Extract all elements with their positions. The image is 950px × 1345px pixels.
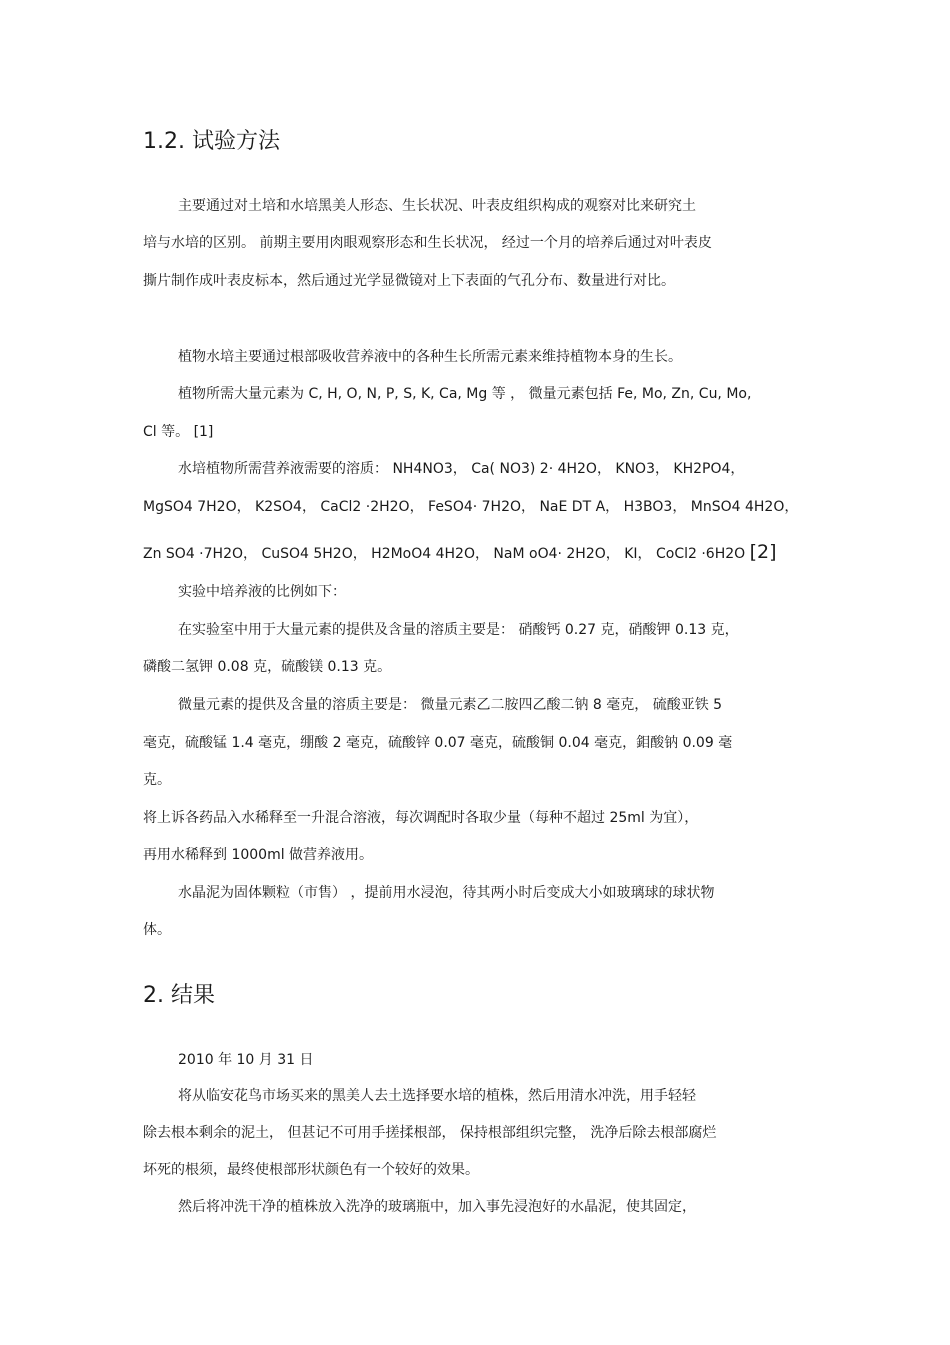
paragraph-line: 磷酸二氢钾 0.08 克，硫酸镁 0.13 克。 [143,659,392,675]
paragraph-line [143,542,777,564]
paragraph-line: 坏死的根须，最终使根部形状颜色有一个较好的效果。 [143,1162,479,1178]
paragraph-line: 体。 [143,922,171,938]
paragraph-line: MgSO4 7H2O， K2SO4， CaCl2 ·2H2O， FeSO4· 7H2O， NaE DT A， H3BO3， MnSO4 4H2O， [143,499,799,515]
paragraph-line: 然后将冲洗干净的植株放入洗净的玻璃瓶中，加入事先浸泡好的水晶泥，使其固定， [178,1199,696,1215]
paragraph-line: 主要通过对土培和水培黑美人形态、生长状况、叶表皮组织构成的观察对比来研究土 [178,198,696,214]
paragraph-line: Cl 等。 [1] [143,424,214,440]
paragraph-line: 培与水培的区别。 前期主要用肉眼观察形态和生长状况， 经过一个月的培养后通过对叶表皮 [143,235,712,251]
paragraph-line: 将从临安花鸟市场买来的黑美人去土选择要水培的植株，然后用清水冲洗，用手轻轻 [178,1088,696,1104]
paragraph-line: 植物所需大量元素为 C, H, O, N, P, S, K, Ca, Mg 等 ， 微量元素包括 Fe, Mo, Zn, Cu, Mo, [178,386,752,402]
paragraph-line: 水培植物所需营养液需要的溶质： NH4NO3， Ca( NO3) 2· 4H2O， KNO3， KH2PO4， [178,461,745,477]
paragraph-line: 在实验室中用于大量元素的提供及含量的溶质主要是： 硝酸钙 0.27 克，硝酸钾 0.13 克， [178,622,739,638]
paragraph-line: 除去根本剩余的泥土， 但甚记不可用手搓揉根部， 保持根部组织完整， 洗净后除去根部腐烂 [143,1125,717,1141]
section-heading: 2. 结果 [143,983,215,1008]
citation-ref: [2] [749,541,777,563]
section-heading: 1.2. 试验方法 [143,129,280,154]
paragraph-line: 克。 [143,772,171,788]
paragraph-line: 撕片制作成叶表皮标本，然后通过光学显微镜对上下表面的气孔分布、数量进行对比。 [143,273,675,289]
paragraph-line: 将上诉各药品入水稀释至一升混合溶液，每次调配时各取少量（每种不超过 25ml 为宜）， [143,810,699,826]
paragraph-line: 实验中培养液的比例如下： [178,584,346,600]
formula-text: Zn SO4 ·7H2O， CuSO4 5H2O， H2MoO4 4H2O， NaM oO4· 2H2O， KI， CoCl2 ·6H2O [143,546,750,562]
paragraph-line: 植物水培主要通过根部吸收营养液中的各种生长所需元素来维持植物本身的生长。 [178,349,682,365]
date-line: 2010 年 10 月 31 日 [178,1052,314,1068]
paragraph-line: 毫克，硫酸锰 1.4 毫克，绷酸 2 毫克，硫酸锌 0.07 毫克，硫酸铜 0.04 毫克，鉬酸钠 0.09 毫 [143,735,733,751]
paragraph-line: 水晶泥为固体颗粒（市售） ，提前用水浸泡，待其两小时后变成大小如玻璃球的球状物 [178,885,715,901]
paragraph-line: 再用水稀释到 1000ml 做营养液用。 [143,847,374,863]
paragraph-line: 微量元素的提供及含量的溶质主要是： 微量元素乙二胺四乙酸二钠 8 毫克， 硫酸亚铁 5 [178,697,723,713]
